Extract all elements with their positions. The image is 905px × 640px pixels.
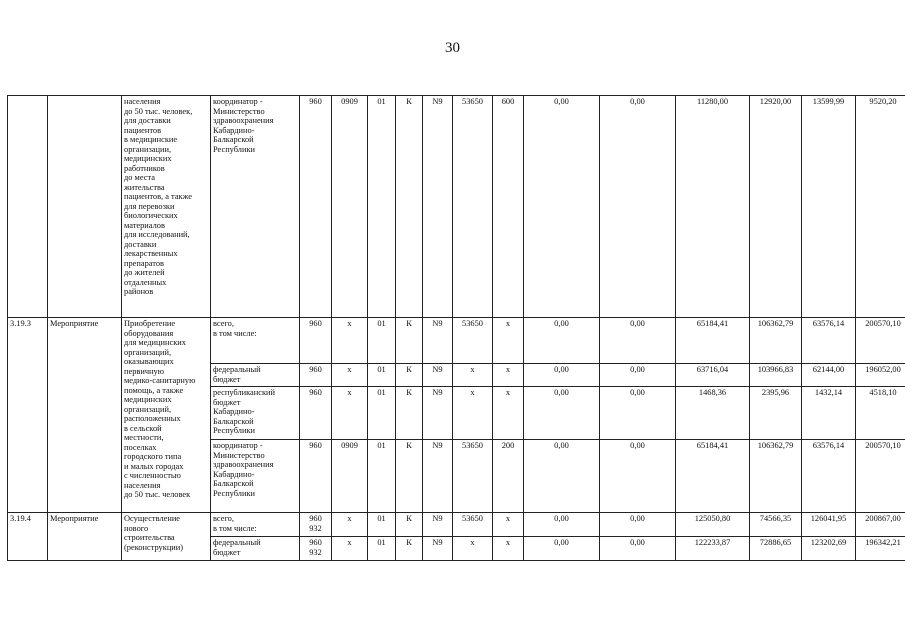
cell-grbs: 960 [300,440,332,513]
cell-v5: 126041,95 [802,513,856,537]
cell-v6: 200867,00 [856,513,905,537]
cell-rzpr: 0909 [332,96,368,318]
cell-c2: К [396,513,423,537]
cell-source: всего, в том числе: [211,513,300,537]
table-row [8,513,905,537]
cell-name: населения до 50 тыс. человек, для доставки пациентов в медицинские организации, медицинских работников до места жительства пациентов, а также для перевозки биологических материалов для исследований, доставки лекарственных препаратов до жителей отдаленных районов [122,96,211,318]
cell-vr: 600 [493,96,524,318]
cell-v1: 0,00 [524,537,600,561]
cell-v3: 63716,04 [676,364,750,387]
cell-c2: К [396,387,423,440]
cell-grbs: 960 [300,387,332,440]
cell-v3: 125050,80 [676,513,750,537]
cell-v3: 65184,41 [676,318,750,364]
cell-v6: 9520,20 [856,96,905,318]
cell-v2: 0,00 [600,318,676,364]
cell-v4: 12920,00 [750,96,802,318]
cell-vr: x [493,513,524,537]
cell-rzpr: x [332,513,368,537]
cell-v4: 72886,65 [750,537,802,561]
cell-c1: 01 [368,537,396,561]
cell-v5: 63576,14 [802,440,856,513]
cell-v3: 1468,36 [676,387,750,440]
cell-v6: 196342,21 [856,537,905,561]
cell-v2: 0,00 [600,440,676,513]
cell-grbs: 960 932 [300,537,332,561]
cell-source: федеральный бюджет [211,364,300,387]
cell-v2: 0,00 [600,96,676,318]
cell-c1: 01 [368,318,396,364]
cell-rzpr: x [332,318,368,364]
cell-c1: 01 [368,440,396,513]
cell-c1: 01 [368,364,396,387]
cell-v3: 65184,41 [676,440,750,513]
cell-c4: 53650 [453,513,493,537]
cell-c3: N9 [423,440,453,513]
cell-v1: 0,00 [524,364,600,387]
cell-c4: x [453,537,493,561]
cell-v5: 13599,99 [802,96,856,318]
cell-c2: К [396,364,423,387]
cell-vr: x [493,364,524,387]
cell-id: 3.19.3 [8,318,48,513]
page-number: 30 [445,40,460,56]
cell-rzpr: x [332,537,368,561]
cell-source: всего, в том числе: [211,318,300,364]
cell-c1: 01 [368,96,396,318]
cell-v5: 62144,00 [802,364,856,387]
cell-vr: x [493,537,524,561]
cell-source: координатор - Министерство здравоохранения Кабардино- Балкарской Республики [211,96,300,318]
cell-name: Осуществление нового строительства (реконструкции) [122,513,211,561]
table-row [8,318,905,364]
cell-source: республиканский бюджет Кабардино- Балкарской Республики [211,387,300,440]
cell-source: координатор - Министерство здравоохранения Кабардино- Балкарской Республики [211,440,300,513]
cell-c2: К [396,96,423,318]
cell-v1: 0,00 [524,387,600,440]
cell-c4: 53650 [453,96,493,318]
cell-v5: 1432,14 [802,387,856,440]
table-row [8,96,905,318]
cell-v3: 11280,00 [676,96,750,318]
cell-grbs: 960 [300,96,332,318]
cell-type: Мероприятие [48,513,122,561]
cell-v2: 0,00 [600,537,676,561]
cell-type [48,96,122,318]
cell-c3: N9 [423,364,453,387]
cell-id [8,96,48,318]
cell-vr: 200 [493,440,524,513]
cell-v6: 200570,10 [856,318,905,364]
cell-c1: 01 [368,387,396,440]
cell-v4: 2395,96 [750,387,802,440]
cell-name: Приобретение оборудования для медицинских организаций, оказывающих первичную медико-санитарную помощь, а также медицинских организаций, расположенных в сельской местности, поселках городского типа и малых городах с численностью населения до 50 тыс. человек [122,318,211,513]
cell-v4: 103966,83 [750,364,802,387]
cell-c4: 53650 [453,440,493,513]
cell-grbs: 960 [300,318,332,364]
cell-c3: N9 [423,387,453,440]
cell-v4: 74566,35 [750,513,802,537]
cell-c4: x [453,387,493,440]
cell-v6: 200570,10 [856,440,905,513]
cell-c3: N9 [423,318,453,364]
cell-grbs: 960 [300,364,332,387]
cell-type: Мероприятие [48,318,122,513]
cell-c2: К [396,318,423,364]
cell-vr: x [493,318,524,364]
cell-c3: N9 [423,513,453,537]
cell-v2: 0,00 [600,364,676,387]
cell-v6: 4518,10 [856,387,905,440]
cell-v3: 122233,87 [676,537,750,561]
cell-v6: 196052,00 [856,364,905,387]
cell-v2: 0,00 [600,513,676,537]
cell-c2: К [396,537,423,561]
cell-v1: 0,00 [524,513,600,537]
cell-v1: 0,00 [524,318,600,364]
cell-rzpr: x [332,387,368,440]
cell-c3: N9 [423,537,453,561]
cell-c4: 53650 [453,318,493,364]
cell-rzpr: 0909 [332,440,368,513]
cell-source: федеральный бюджет [211,537,300,561]
cell-v1: 0,00 [524,96,600,318]
cell-v2: 0,00 [600,387,676,440]
cell-c1: 01 [368,513,396,537]
cell-grbs: 960 932 [300,513,332,537]
cell-v5: 123202,69 [802,537,856,561]
cell-v5: 63576,14 [802,318,856,364]
cell-v1: 0,00 [524,440,600,513]
cell-id: 3.19.4 [8,513,48,561]
cell-v4: 106362,79 [750,318,802,364]
budget-table [7,95,905,561]
cell-rzpr: x [332,364,368,387]
cell-c3: N9 [423,96,453,318]
cell-v4: 106362,79 [750,440,802,513]
cell-c2: К [396,440,423,513]
cell-c4: x [453,364,493,387]
cell-vr: x [493,387,524,440]
